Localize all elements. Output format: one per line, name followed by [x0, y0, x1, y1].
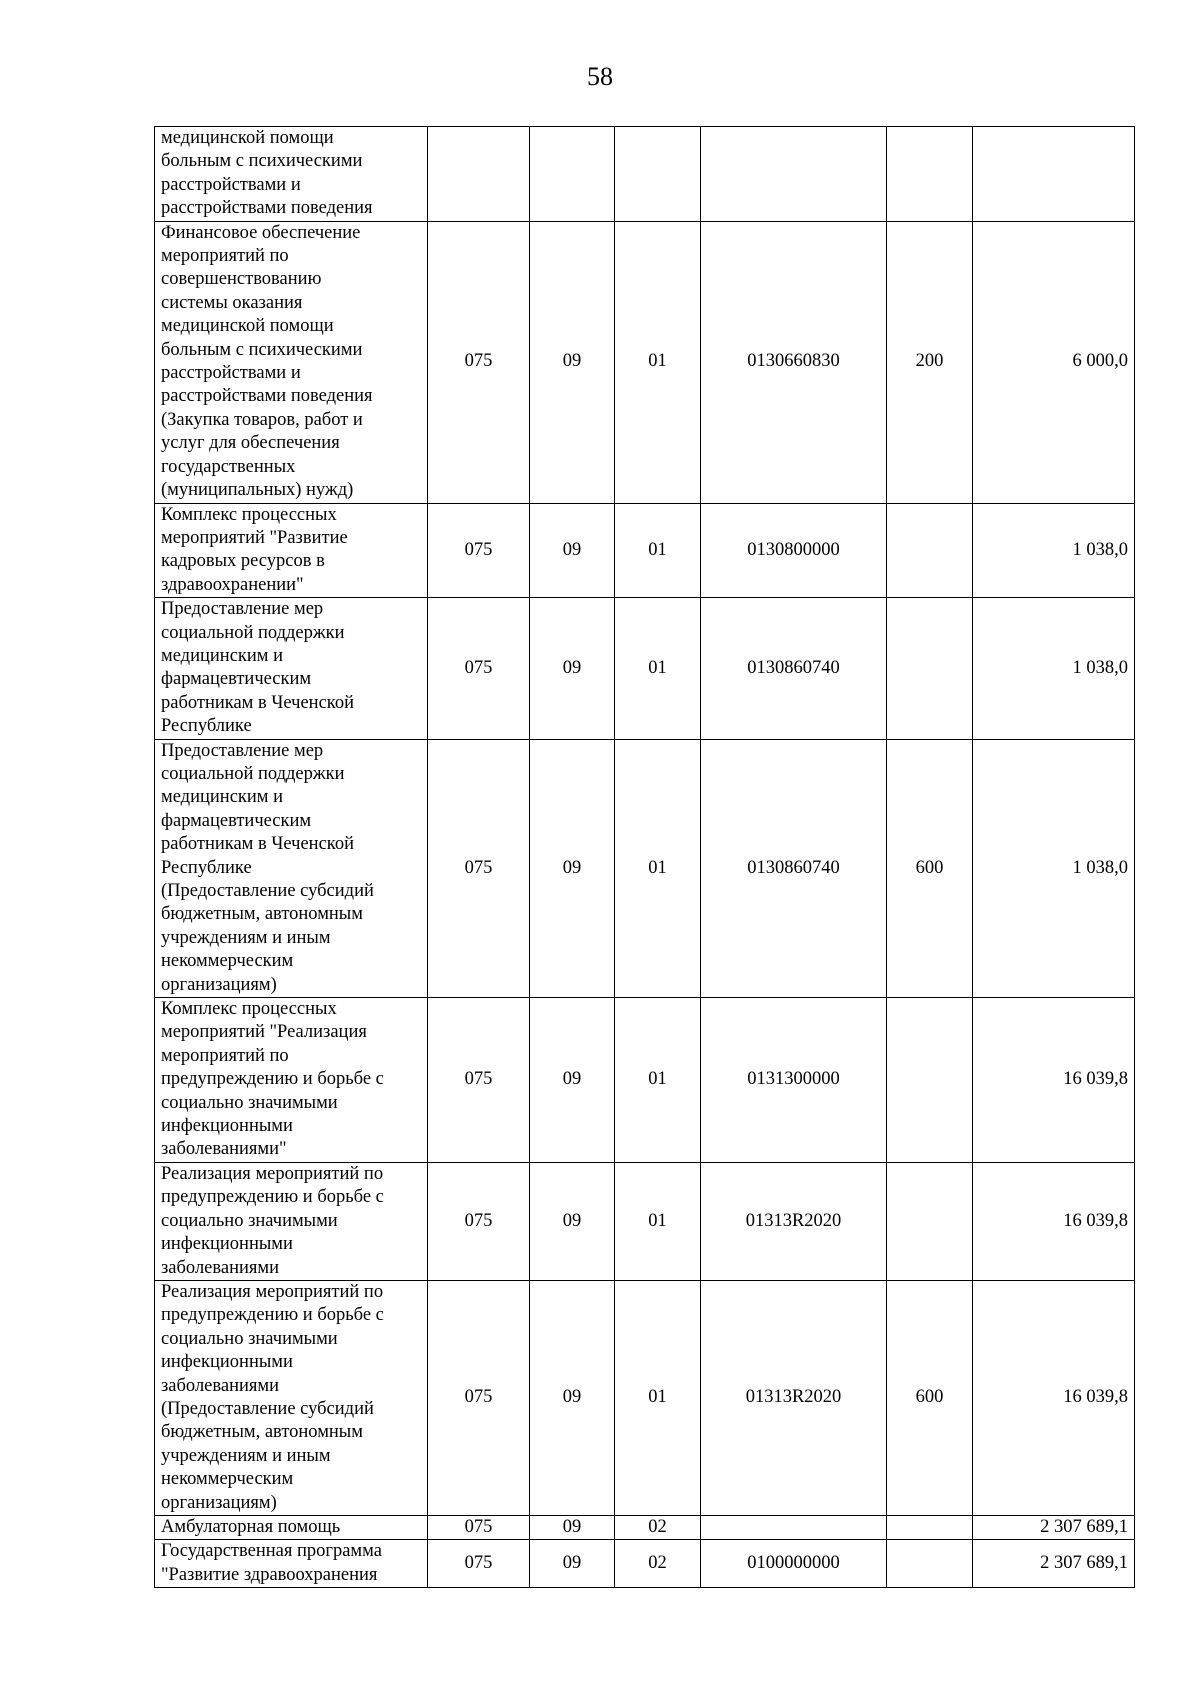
- amount-value: 16 039,8: [973, 1280, 1135, 1515]
- budget-table-body: [155, 127, 1135, 1588]
- expense-type-code: 600: [887, 1280, 973, 1515]
- subsection-code: 01: [615, 221, 701, 503]
- amount-value: 2 307 689,1: [973, 1540, 1135, 1588]
- expense-type-code: [887, 1540, 973, 1588]
- ministry-code: 075: [428, 1515, 530, 1539]
- ministry-code: 075: [428, 503, 530, 598]
- amount-value: 2 307 689,1: [973, 1515, 1135, 1539]
- amount-value: 6 000,0: [973, 221, 1135, 503]
- ministry-code: [428, 127, 530, 222]
- amount-value: 16 039,8: [973, 1162, 1135, 1280]
- expense-item-name: Предоставление мер социальной поддержки медицинским и фармацевтическим работникам в Чеченской Республике: [155, 598, 428, 739]
- ministry-code: 075: [428, 739, 530, 997]
- table-row: [155, 1162, 1135, 1280]
- table-row: [155, 503, 1135, 598]
- target-article-code: 0130660830: [701, 221, 887, 503]
- expense-type-code: [887, 1162, 973, 1280]
- expense-type-code: 200: [887, 221, 973, 503]
- expense-item-name: Финансовое обеспечение мероприятий по совершенствованию системы оказания медицинской помощи больным с психическими расстройствами и расстройствами поведения (Закупка товаров, работ и услуг для обеспечения государственных (муниципальных) нужд): [155, 221, 428, 503]
- subsection-code: 02: [615, 1540, 701, 1588]
- expense-item-name: Комплекс процессных мероприятий "Развитие кадровых ресурсов в здравоохранении": [155, 503, 428, 598]
- amount-value: 16 039,8: [973, 998, 1135, 1163]
- expense-item-name: Реализация мероприятий по предупреждению и борьбе с социально значимыми инфекционными заболеваниями (Предоставление субсидий бюджетным, автономным учреждениям и иным некоммерческим организациям): [155, 1280, 428, 1515]
- expense-item-name: Государственная программа "Развитие здравоохранения: [155, 1540, 428, 1588]
- target-article-code: 01313R2020: [701, 1162, 887, 1280]
- table-row: [155, 998, 1135, 1163]
- expense-type-code: [887, 998, 973, 1163]
- expense-type-code: [887, 127, 973, 222]
- table-row: [155, 598, 1135, 739]
- ministry-code: 075: [428, 221, 530, 503]
- target-article-code: 01313R2020: [701, 1280, 887, 1515]
- target-article-code: [701, 1515, 887, 1539]
- subsection-code: 01: [615, 598, 701, 739]
- amount-value: [973, 127, 1135, 222]
- amount-value: 1 038,0: [973, 739, 1135, 997]
- expense-type-code: [887, 598, 973, 739]
- section-code: 09: [530, 503, 615, 598]
- amount-value: 1 038,0: [973, 503, 1135, 598]
- section-code: 09: [530, 1540, 615, 1588]
- target-article-code: [701, 127, 887, 222]
- target-article-code: 0131300000: [701, 998, 887, 1163]
- section-code: 09: [530, 598, 615, 739]
- section-code: 09: [530, 1162, 615, 1280]
- subsection-code: 01: [615, 1280, 701, 1515]
- subsection-code: 01: [615, 503, 701, 598]
- target-article-code: 0130800000: [701, 503, 887, 598]
- expense-type-code: [887, 503, 973, 598]
- amount-value: 1 038,0: [973, 598, 1135, 739]
- expense-item-name: Реализация мероприятий по предупреждению и борьбе с социально значимыми инфекционными заболеваниями: [155, 1162, 428, 1280]
- table-row: [155, 739, 1135, 997]
- expense-item-name: Амбулаторная помощь: [155, 1515, 428, 1539]
- subsection-code: 02: [615, 1515, 701, 1539]
- ministry-code: 075: [428, 1540, 530, 1588]
- budget-table: [154, 126, 1135, 1588]
- page-number: 58: [587, 62, 613, 91]
- section-code: [530, 127, 615, 222]
- expense-item-name: Комплекс процессных мероприятий "Реализация мероприятий по предупреждению и борьбе с социально значимыми инфекционными заболеваниями": [155, 998, 428, 1163]
- target-article-code: 0100000000: [701, 1540, 887, 1588]
- section-code: 09: [530, 1515, 615, 1539]
- table-row: [155, 127, 1135, 222]
- section-code: 09: [530, 221, 615, 503]
- table-row: [155, 1515, 1135, 1539]
- table-row: [155, 221, 1135, 503]
- target-article-code: 0130860740: [701, 598, 887, 739]
- ministry-code: 075: [428, 998, 530, 1163]
- ministry-code: 075: [428, 1162, 530, 1280]
- target-article-code: 0130860740: [701, 739, 887, 997]
- section-code: 09: [530, 998, 615, 1163]
- expense-item-name: Предоставление мер социальной поддержки медицинским и фармацевтическим работникам в Чеченской Республике (Предоставление субсидий бюджетным, автономным учреждениям и иным некоммерческим организациям): [155, 739, 428, 997]
- ministry-code: 075: [428, 1280, 530, 1515]
- expense-item-name: медицинской помощи больным с психическими расстройствами и расстройствами поведения: [155, 127, 428, 222]
- table-row: [155, 1540, 1135, 1588]
- subsection-code: 01: [615, 1162, 701, 1280]
- section-code: 09: [530, 1280, 615, 1515]
- subsection-code: 01: [615, 739, 701, 997]
- ministry-code: 075: [428, 598, 530, 739]
- expense-type-code: 600: [887, 739, 973, 997]
- section-code: 09: [530, 739, 615, 997]
- subsection-code: 01: [615, 998, 701, 1163]
- subsection-code: [615, 127, 701, 222]
- table-row: [155, 1280, 1135, 1515]
- expense-type-code: [887, 1515, 973, 1539]
